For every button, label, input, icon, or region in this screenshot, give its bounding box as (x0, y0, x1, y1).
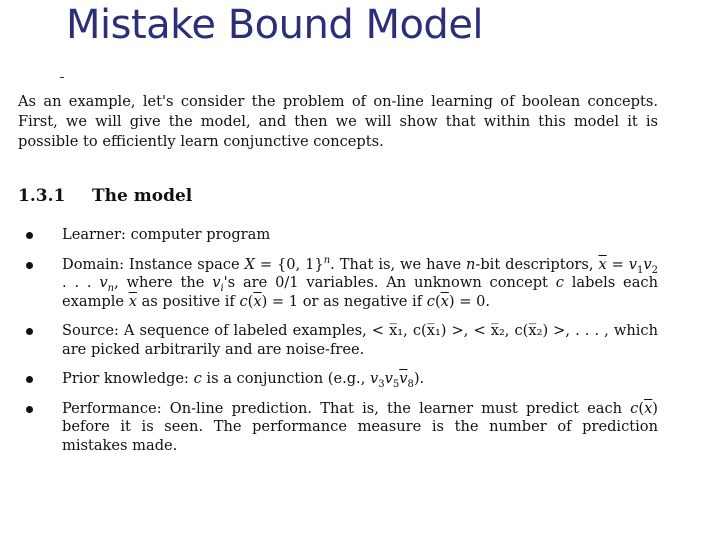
bullet-performance (18, 400, 658, 456)
intro-paragraph (18, 92, 658, 152)
decorative-tick (60, 77, 64, 78)
math-subscript: 1 (637, 264, 644, 276)
text-fragment: Prior knowledge: (62, 370, 194, 387)
text-fragment: is a conjunction (e.g., (201, 370, 370, 387)
math-vector: $\overline{x}$ (644, 399, 653, 417)
math-vector: $\overline{x}$ (440, 292, 449, 310)
bullet-learner (18, 226, 658, 245)
text-fragment: , where the (114, 274, 213, 291)
text-fragment: ( (247, 292, 254, 310)
math-superscript: n (323, 254, 331, 266)
bullet-dot-icon (26, 376, 33, 383)
text-fragment: = (606, 255, 629, 273)
text-fragment: . . . (62, 274, 100, 291)
bullet-source (18, 322, 658, 359)
text-fragment: ) before it is seen. The performance measure is the number of prediction mistakes made. (62, 399, 658, 454)
math-symbol: c (193, 370, 202, 387)
bullet-dot-icon (26, 262, 33, 269)
math-symbol: c (426, 292, 435, 310)
math-symbol: X (244, 255, 255, 273)
section-number: 1.3.1 (18, 186, 66, 206)
text-fragment: -bit descriptors, (475, 255, 599, 273)
bullet-learner-text: Learner: computer program (62, 226, 271, 243)
math-symbol: c (555, 274, 564, 291)
text-fragment: ). (413, 370, 425, 387)
math-symbol: v (628, 255, 637, 273)
math-symbol: n (466, 255, 476, 273)
bullet-source-text: Source: A sequence of labeled examples, < x̅₁, c(x̅₁) >, < x̅₂, c(x̅₂) >, . . . , which are picked arbitrarily and are noise-free. (62, 322, 658, 358)
math-symbol: v (99, 274, 108, 291)
math-symbol: c (239, 292, 248, 310)
math-subscript: 2 (651, 264, 658, 276)
text-fragment: = {0, 1} (254, 255, 324, 273)
math-subscript: i (220, 282, 224, 294)
intro-text: As an example, let's consider the problem of on-line learning of boolean concepts. First, we will give the model, and then we will show that within this model it is possible to efficiently learn conjunctive concepts. (18, 93, 658, 150)
math-negated-variable: $\overline{v}$ (399, 370, 408, 387)
math-subscript: 5 (392, 378, 400, 390)
text-fragment: Performance: On-line prediction. That is, the learner must predict each (62, 399, 631, 417)
math-symbol: v (384, 370, 393, 387)
bullet-list (18, 226, 658, 466)
text-fragment: as positive if (136, 292, 240, 310)
math-symbol: c (630, 399, 639, 417)
bullet-dot-icon (26, 232, 33, 239)
text-fragment: ) = 0. (448, 292, 491, 310)
math-vector: $\overline{x}$ (598, 255, 607, 273)
bullet-dot-icon (26, 406, 33, 413)
section-heading (18, 186, 192, 206)
text-fragment: labels each example (62, 274, 658, 310)
math-symbol: v (369, 370, 379, 387)
math-subscript: 3 (378, 378, 385, 390)
text-fragment: . That is, we have (330, 255, 466, 273)
bullet-domain (18, 256, 658, 312)
slide-title: Mistake Bound Model (66, 2, 484, 48)
text-fragment: 's are 0/1 variables. An unknown concept (223, 274, 556, 291)
text-fragment: ) = 1 or as negative if (261, 292, 427, 310)
math-symbol: v (643, 255, 652, 273)
bullet-dot-icon (26, 328, 33, 335)
math-vector: $\overline{x}$ (128, 292, 137, 310)
text-fragment: ( (434, 292, 441, 310)
math-vector: $\overline{x}$ (253, 292, 262, 310)
text-fragment: ( (638, 399, 645, 417)
section-title: The model (92, 186, 193, 206)
math-symbol: v (212, 274, 221, 291)
bullet-prior-knowledge (18, 370, 658, 389)
text-fragment: Domain: Instance space (62, 255, 245, 273)
math-subscript: n (107, 282, 115, 294)
math-subscript: 8 (407, 378, 414, 390)
